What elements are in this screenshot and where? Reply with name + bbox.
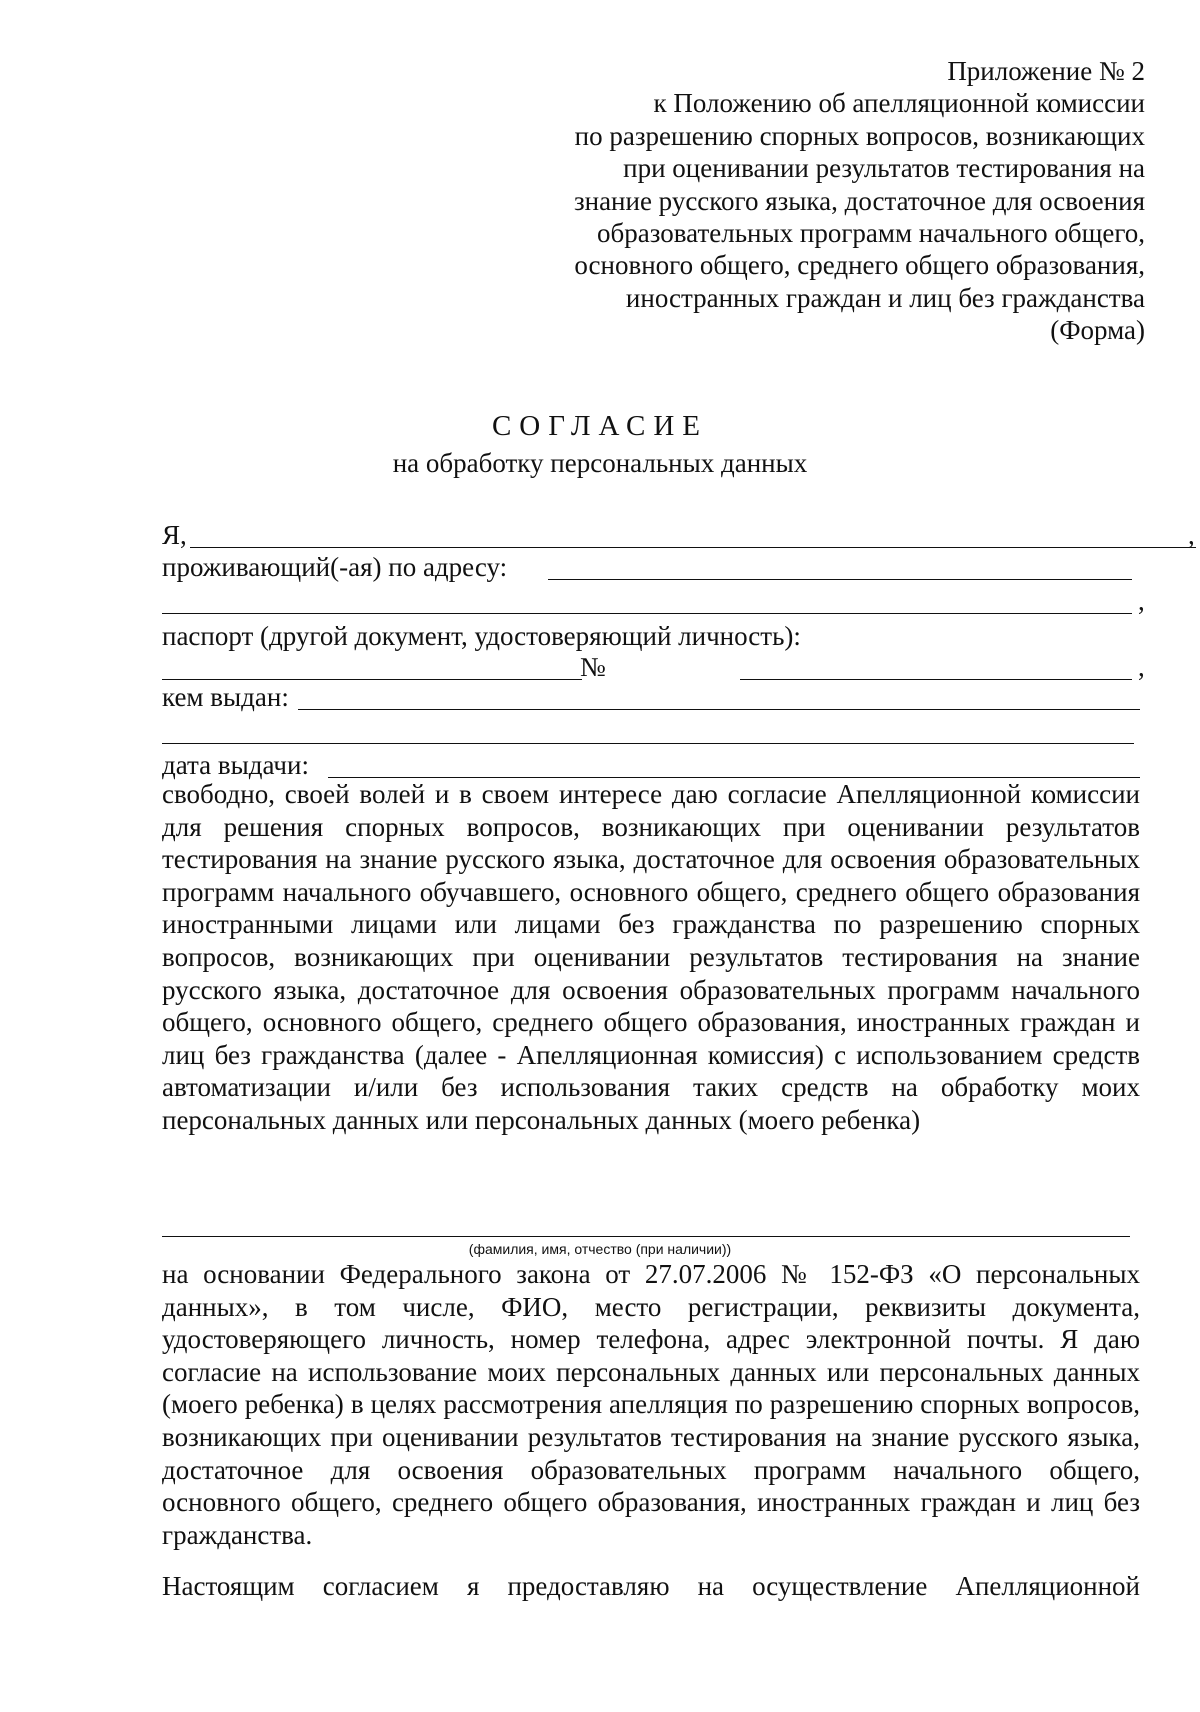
address-blank-line[interactable] [548, 579, 1132, 580]
issue-date-row [162, 748, 1140, 782]
comma: , [1138, 652, 1145, 682]
address-blank-line-2[interactable] [162, 613, 1132, 614]
issued-by-continuation-row [162, 714, 1140, 748]
appendix-line: при оценивании результатов тестирования на [623, 153, 1145, 184]
form-label: (Форма) [1050, 315, 1145, 346]
appendix-line: образовательных программ начального общего, [597, 218, 1145, 249]
full-name-caption: (фамилия, имя, отчество (при наличии)) [468, 1241, 732, 1257]
issued-by-row [162, 680, 1140, 714]
passport-label-row [162, 619, 1140, 653]
issued-by-blank-line-2[interactable] [162, 743, 1134, 744]
document-subtitle: на обработку персональных данных [392, 448, 808, 478]
issued-by-label: кем выдан: [162, 682, 289, 712]
appendix-line: по разрешению спорных вопросов, возникающих [574, 120, 1145, 151]
appendix-line: основного общего, среднего общего образования, [574, 250, 1145, 281]
name-blank-line[interactable] [190, 547, 1196, 548]
appendix-header [505, 55, 1145, 347]
appendix-line: к Положению об апелляционной комиссии [653, 88, 1145, 119]
issue-date-label: дата выдачи: [162, 750, 309, 780]
consent-paragraph-3: Настоящим согласием я предоставляю на осуществление Апелляционной [162, 1571, 1140, 1601]
consent-paragraph-2: на основании Федерального закона от 27.07.2006 № 152-ФЗ «О персональных данных», в том числе, ФИО, место регистрации, реквизиты документа, удостоверяющего личность, номер телефона, адрес электронной почты. Я даю согласие на использование моих персональных данных или персональных данных (моего ребенка) в целях рассмотрения апелляция по разрешению спорных вопросов, возникающих при оценивании результатов тестирования на знание русского языка, достаточное для освоения образовательных программ начального общего, основного общего, среднего общего образования, иностранных граждан и лиц без гражданства. [162, 1259, 1140, 1550]
comma: , [1138, 586, 1145, 616]
appendix-number: Приложение № 2 [947, 56, 1145, 86]
comma: , [1188, 520, 1195, 550]
passport-number-row [162, 650, 1145, 684]
name-label: Я, [162, 520, 187, 550]
address-field-row [162, 550, 1140, 584]
name-field-row [162, 518, 1195, 552]
appendix-line: знание русского языка, достаточное для освоения [573, 185, 1145, 216]
passport-label: паспорт (другой документ, удостоверяющий личность): [162, 621, 801, 651]
address-continuation-row [162, 584, 1145, 618]
issued-by-blank-line[interactable] [298, 709, 1140, 710]
document-title: СОГЛАСИЕ [491, 410, 709, 442]
consent-paragraph-1: свободно, своей волей и в своем интересе даю согласие Апелляционной комиссии для решения спорных вопросов, возникающих при оценивании результатов тестирования на знание русского языка, достаточное для освоения образовательных программ начального обучавшего, основного общего, среднего общего образования иностранными лицами или лицами без гражданства по разрешению спорных вопросов, возникающих при оценивании результатов тестирования на знание русского языка, достаточное для освоения образовательных программ начального общего, основного общего, среднего общего образования, иностранных граждан и лиц без гражданства (далее - Апелляционная комиссия) с использованием средств автоматизации и/или без использования таких средств на обработку моих персональных данных или персональных данных (моего ребенка) [162, 779, 1140, 1135]
full-name-blank-line[interactable] [162, 1236, 1130, 1237]
address-label: проживающий(-ая) по адресу: [162, 552, 508, 582]
appendix-line: иностранных граждан и лиц без гражданства [625, 282, 1145, 313]
number-sign: № [580, 652, 606, 682]
